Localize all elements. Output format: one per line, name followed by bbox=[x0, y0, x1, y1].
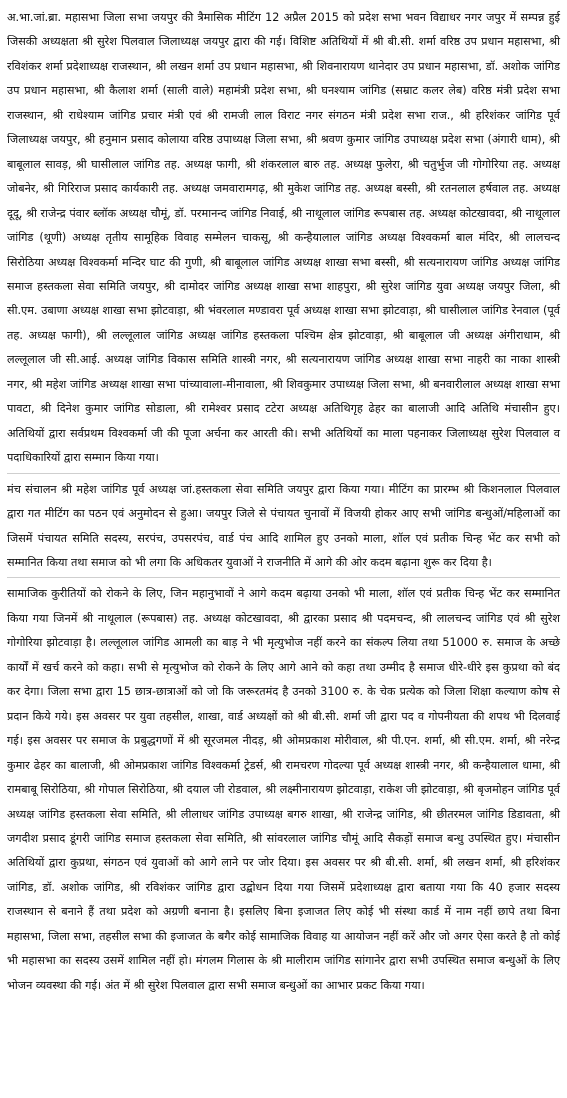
paragraph-divider bbox=[7, 577, 560, 578]
article-paragraph-intro: अ.भा.जां.ब्रा. महासभा जिला सभा जयपुर की त्रैमासिक मीटिंग 12 अप्रैल 2015 को प्रदेश सभा भवन विद्याधर नगर जपुर में सम्पन्न हुई जिसकी अध्यक्षता श्री सुरेश पिलवाल जिलाध्यक्ष जयपुर द्वारा की गई। विशिष्ट अतिथियों में श्री बी.सी. शर्मा वरिष्ठ उप प्रधान महासभा, श्री रविशंकर शर्मा प्रदेशाध्यक्ष राजस्थान, श्री लखन शर्मा उप प्रधान महासभा, श्री शिवनारायण थानेदार उप प्रधान महासभा, डॉ. अशोक जांगिड उप प्रधान महासभा, श्री कैलाश शर्मा (साली वाले) महामंत्री प्रदेश सभा, श्री घनश्याम जांगिड (सम्राट कलर लेब) वरिष्ठ मंत्री प्रदेश सभा राजस्थान, श्री राधेश्याम जांगिड प्रचार मंत्री एवं श्री रामजी लाल विराट नगर संगठन मंत्री प्रदेश सभा राज., श्री हरिशंकर जांगिड पूर्व जिलाध्यक्ष जयपुर, श्री हनुमान प्रसाद कोलाया वरिष्ठ उपाध्यक्ष जिला सभा, श्री श्रवण कुमार जांगिड उपाध्यक्ष प्रदेश सभा (अंगारी धाम), श्री बाबूलाल सावड़, श्री घासीलाल जांगिड तह. अध्यक्ष फागी, श्री शंकरलाल बारु तह. अध्यक्ष फुलेरा, श्री चतुर्भुज जी गोगोरिया तह. अध्यक्ष जोबनेर, श्री गिरिराज प्रसाद कार्यकारी तह. अध्यक्ष जमवारामगढ़, श्री मुकेश जांगिड तह. अध्यक्ष बस्सी, श्री रतनलाल हर्षवाल तह. अध्यक्ष दूदू, श्री राजेन्द्र पंवार ब्लॉक अध्यक्ष चौमूं, डॉ. परमानन्द जांगिड निवाई, श्री नाथूलाल जांगिड रूपबास तह. अध्यक्ष कोटखावदा, श्री नाथूलाल जांगिड (थूणी) अध्यक्ष तृतीय सामूहिक विवाह सम्मेलन चाकसू, श्री कन्हैयालाल जांगिड अध्यक्ष विश्वकर्मा बाल मंदिर, श्री लालचन्द सिरोठिया अध्यक्ष विश्वकर्मा मन्दिर घाट की गुणी, श्री बाबूलाल जांगिड अध्यक्ष शाखा सभा बस्सी, श्री सत्यनारायण जांगिड अध्यक्ष जांगिड समाज हस्तकला सेवा समिति जयपुर, श्री दामोदर जांगिड अध्यक्ष शाखा सभा शाहपुरा, श्री सुरेश जांगिड युवा अध्यक्ष जयपुर जिला, श्री सी.एम. उबाणा अध्यक्ष शाखा सभा झोटवाड़ा, श्री भंवरलाल मण्डावरा पूर्व अध्यक्ष शाखा सभा झोटवाड़ा, श्री घासीलाल जांगिड रेनवाल (पूर्व तह. अध्यक्ष फागी), श्री लल्लूलाल जांगिड अध्यक्ष जांगिड हस्तकला पश्चिम क्षेत्र झोटवाड़ा, श्री बाबूलाल जी अध्यक्ष अंगीराधाम, श्री लल्लूलाल जी सी.आई. अध्यक्ष जांगिड विकास समिति शास्त्री नगर, श्री सत्यनारायण जांगिड अध्यक्ष शाखा सभा नाहरी का नाका शास्त्री नगर, श्री महेश जांगिड अध्यक्ष शाखा सभा पांच्यावाला-मीनावाला, श्री शिवकुमार उपाध्यक्ष जिला सभा, श्री बनवारीलाल अध्यक्ष शाखा सभा पावटा, श्री दिनेश कुमार जांगिड सोडाला, श्री रामेश्वर प्रसाद टटेरा अध्यक्ष अतिथिगृह ढेहर का बालाजी आदि अतिथि मंचासीन हुए। अतिथियों द्वारा सर्वप्रथम विश्वकर्मा जी की पूजा अर्चना कर आरती की। सभी अतिथियों का माला पहनाकर जिलाध्यक्ष सुरेश पिलवाल व पदाधिकारियों द्वारा सम्मान किया गया। bbox=[7, 11, 560, 465]
article-paragraph-social-reform: सामाजिक कुरीतियों को रोकने के लिए, जिन महानुभावों ने आगे कदम बढ़ाया उनको भी माला, शॉल एवं प्रतीक चिन्ह भेंट कर सम्मानित किया गया जिनमें श्री नाथूलाल (रूपबास) तह. अध्यक्ष कोटखावदा, श्री द्वारका प्रसाद श्री पदमचन्द, श्री लालचन्द जांगिड एवं श्री सुरेश गोगोरिया झोटवाड़ा है। लल्लूलाल जांगिड आमली का बाड़ ने भी मृत्युभोज नहीं करने का संकल्प लिया तथा 51000 रु. समाज के अच्छे कार्यों में खर्च करने को कहा। सभी से मृत्युभोज को रोकने के लिए आगे आने को कहा तथा उम्मीद है समाज धीरे-धीरे इस कुप्रथा को बंद कर देगा। जिला सभा द्वारा 15 छात्र-छात्राओं को जो कि जरूरतमंद है उनको 3100 रु. के चेक प्रत्येक को जिला शिक्षा कल्याण कोष से प्रदान किये गये। इस अवसर पर युवा तहसील, शाखा, वार्ड अध्यक्षों को श्री बी.सी. शर्मा जी द्वारा पद व गोपनीयता की शपथ भी दिलवाई गई। इस अवसर पर समाज के प्रबुद्धगणों में श्री सूरजमल नीदड़, श्री ओमप्रकाश मोरीवाल, श्री पी.एन. शर्मा, श्री सी.एम. शर्मा, श्री नरेन्द्र कुमार ढेहर का बालाजी, श्री ओमप्रकाश जांगिड विश्वकर्मा ट्रेडर्स, श्री रामचरण गोदल्या पूर्व अध्यक्ष शास्त्री नगर, श्री कन्हैयालाल धामा, श्री रामबाबू सिरोठिया, श्री गोपाल सिरोठिया, श्री दयाल जी रोडवाल, श्री लक्ष्मीनारायण झोटवाड़ा, राकेश जी झोटवाड़ा, श्री बृजमोहन जांगिड पूर्व अध्यक्ष जांगिड हस्तकला सेवा समिति, श्री लीलाधर जांगिड उपाध्यक्ष बगरु शाखा, श्री राजेन्द्र जांगिड, श्री छीतरमल जांगिड डिडावता, श्री जगदीश प्रसाद डूंगरी जांगिड समाज हस्तकला सेवा समिति, श्री सांवरलाल जांगिड चौमूं आदि सैकड़ों समाज बन्धु उपस्थित हुए। मंचासीन अतिथियों द्वारा कुप्रथा, संगठन एवं युवाओं को आगे लाने पर जोर दिया। इस अवसर पर श्री बी.सी. शर्मा, श्री लखन शर्मा, श्री हरिशंकर जांगिड, डॉ. अशोक जांगिड, श्री रविशंकर जांगिड द्वारा उद्बोधन दिया गया जिसमें प्रदेशाध्यक्ष द्वारा बताया गया कि 40 हजार सदस्य राजस्थान से बनाने हैं तथा प्रदेश को अग्रणी बनाना है। इसलिए बिना इजाजत लिए कोई भी संस्था कार्ड में नाम नहीं छापे तथा बिना महासभा, जिला सभा, तहसील सभा की इजाजत के बगैर कोई सामाजिक विवाह या आयोजन नहीं करें और जो अगर ऐसा करते है तो कोई भी महासभा का सदस्य उसमें शामिल नहीं हो। मंगलम गिलास के श्री मालीराम जांगिड सांगानेर द्वारा सभी उपस्थित समाज बन्धुओं के लिए भोजन व्यवस्था की गई। अंत में श्री सुरेश पिलवाल द्वारा सभी समाज बन्धुओं का आभार प्रकट किया गया। bbox=[7, 587, 560, 992]
article-paragraph-proceedings: मंच संचालन श्री महेश जांगिड पूर्व अध्यक्ष जां.हस्तकला सेवा समिति जयपुर द्वारा किया गया। मीटिंग का प्रारम्भ श्री किशनलाल पिलवाल द्वारा गत मीटिंग का पठन एवं अनुमोदन से हुआ। जयपुर जिले से पंचायत चुनावों में विजयी होकर आए सभी जांगिड बन्धुओं/महिलाओं का जिसमें पंचायत समिति सदस्य, सरपंच, उपसरपंच, वार्ड पंच आदि शामिल हुए उनको माला, शॉल एवं प्रतीक चिन्ह भेंट कर सभी को सम्मानित किया तथा समाज को भी लगा कि अधिकतर युवाओं ने राजनीति में आगे की ओर कदम बढ़ाना शुरू कर दिया है। bbox=[7, 482, 560, 569]
paragraph-divider bbox=[7, 473, 560, 474]
